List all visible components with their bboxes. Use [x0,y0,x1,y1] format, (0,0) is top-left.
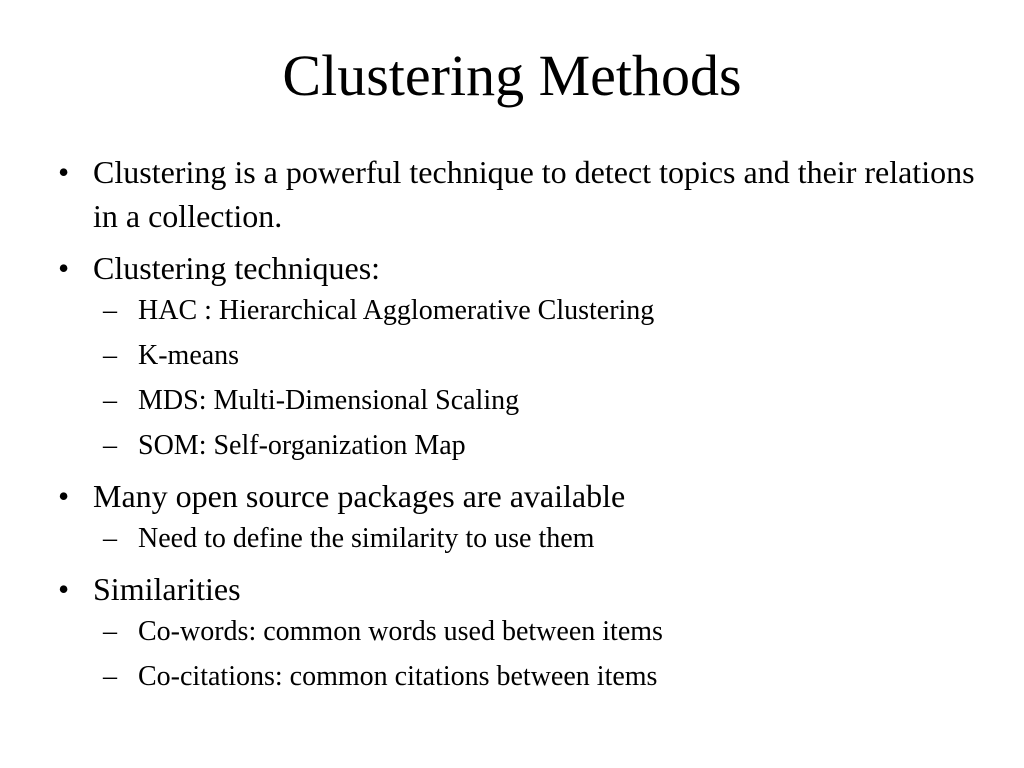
sub-item [93,294,984,328]
sub-item [93,339,984,373]
dash-icon: – [103,616,117,647]
sub-item-text: Need to define the similarity to use them [138,523,595,554]
sub-list [93,615,984,694]
dash-icon: – [103,295,117,326]
sub-list [93,294,984,463]
sub-item-text: Co-citations: common citations between items [138,661,658,692]
bullet-icon: • [58,571,70,607]
dash-icon: – [103,430,117,461]
dash-icon: – [103,340,117,371]
bullet-icon: • [58,250,70,286]
sub-item-text: K-means [138,340,240,371]
bullet-item [0,474,1024,556]
dash-icon: – [103,661,117,692]
sub-item [93,660,984,694]
sub-item-text: MDS: Multi-Dimensional Scaling [138,385,520,416]
sub-item [93,429,984,463]
sub-list [93,522,984,556]
sub-item [93,615,984,649]
bullet-icon: • [58,154,70,190]
bullet-icon: • [58,478,70,514]
bullet-text: Clustering techniques: [93,250,381,286]
sub-item-text: Co-words: common words used between items [138,616,663,647]
sub-item [93,522,984,556]
bullet-text: Similarities [93,571,241,607]
sub-item-text: HAC : Hierarchical Agglomerative Clustering [138,295,655,326]
sub-item [93,384,984,418]
sub-item-text: SOM: Self-organization Map [138,430,466,461]
bullet-text: Many open source packages are available [93,478,626,514]
bullet-text: Clustering is a powerful technique to detect topics and their relations in a collection. [93,154,975,234]
bullet-item [0,150,1024,238]
bullet-list [0,150,1024,705]
bullet-item [0,567,1024,694]
slide-title: Clustering Methods [282,43,742,108]
dash-icon: – [103,523,117,554]
bullet-item [0,246,1024,463]
dash-icon: – [103,385,117,416]
